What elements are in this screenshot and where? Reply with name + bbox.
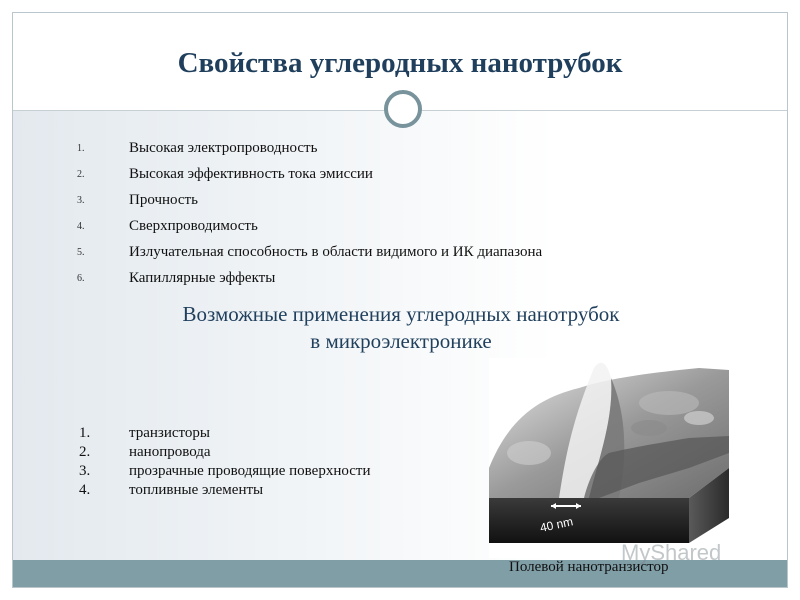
afm-surface-illustration [489,358,739,558]
item-number: 4. [79,482,91,498]
item-text: Капиллярные эффекты [129,270,276,286]
item-number: 5. [77,247,85,258]
image-caption: Полевой нанотранзистор [509,559,669,575]
item-number: 6. [77,273,85,284]
item-number: 2. [77,169,85,180]
slide [12,12,788,588]
item-number: 1. [77,143,85,154]
item-text: Высокая эффективность тока эмиссии [129,166,373,182]
item-text: транзисторы [129,425,210,441]
item-text: нанопровода [129,444,211,460]
item-text: Излучательная способность в области видимого и ИК диапазона [129,244,543,260]
watermark: MyShared [621,540,722,565]
item-text: топливные элементы [129,482,264,498]
applications-heading-line2: в микроэлектронике [310,329,492,353]
item-text: Высокая электропроводность [129,140,318,156]
applications-heading-line1: Возможные применения углеродных нанотрубок [182,302,620,326]
nanotransistor-afm-image [489,358,739,558]
item-text: Прочность [129,192,198,208]
circle-ornament-icon [384,90,422,128]
item-text: Сверхпроводимость [129,218,258,234]
item-number: 3. [79,463,91,479]
item-number: 2. [79,444,91,460]
item-number: 1. [79,425,91,441]
item-text: прозрачные проводящие поверхности [129,463,371,479]
item-number: 3. [77,195,85,206]
scale-label: 40 nm [538,514,575,535]
slide-title: Свойства углеродных нанотрубок [177,47,623,79]
item-number: 4. [77,221,85,232]
